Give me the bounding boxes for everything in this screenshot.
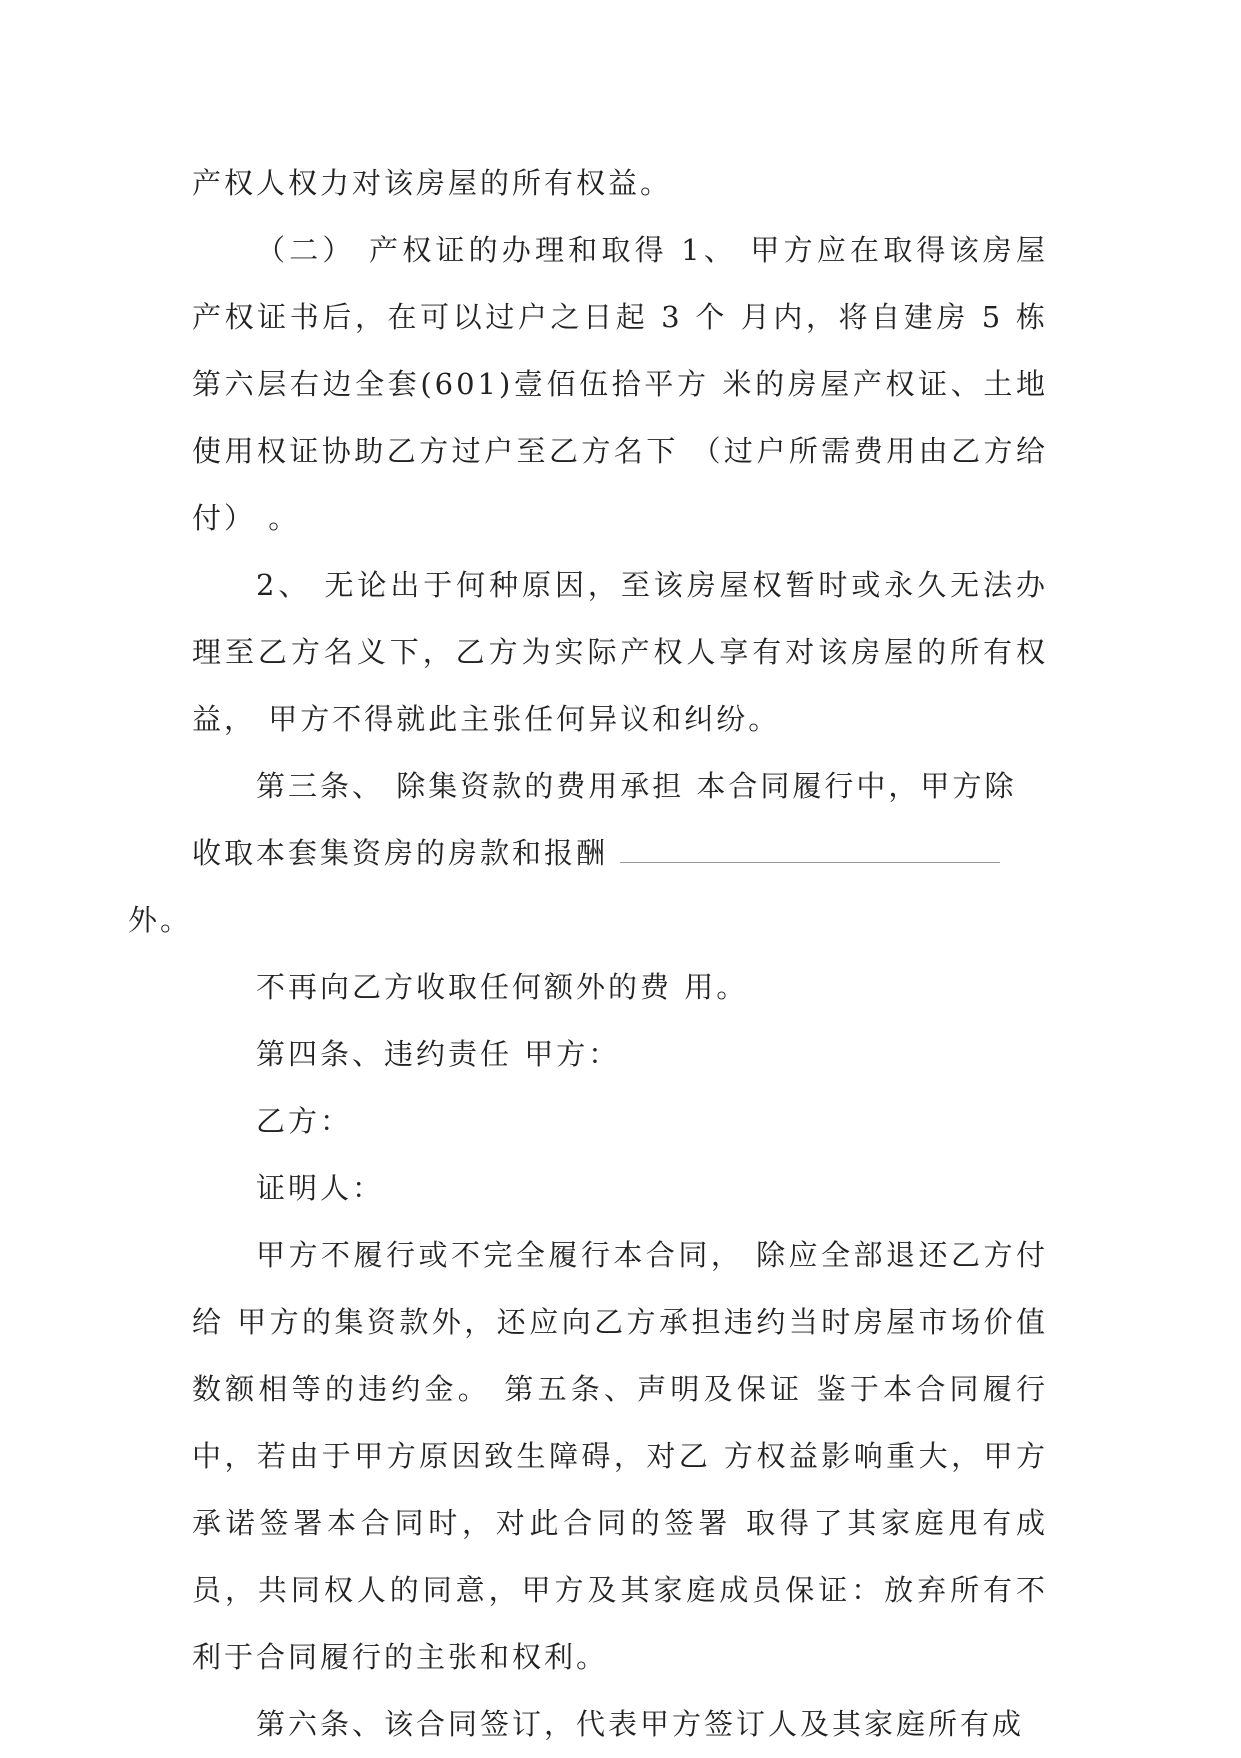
paragraph-5: 不再向乙方收取任何额外的费 用。: [256, 970, 749, 1004]
document-page: [128, 150, 1048, 1758]
paragraph-4: [128, 753, 1048, 954]
paragraph-9: 甲方不履行或不完全履行本合同， 除应全部退还乙方付给 甲方的集资款外，还应向乙方承担违约当时房屋市场价值数额相等的违约金。 第五条、声明及保证 鉴于本合同履行中，若由于甲方原因致生障碍，对乙 方权益影响重大，甲方承诺签署本合同时，对此合同的签署 取得了其家庭甩有成员，共同权人的同意，甲方及其家庭成员保证：放弃所有不利于合同履行的主张和权利。: [192, 1238, 1048, 1674]
paragraph-7: 乙方：: [256, 1104, 353, 1138]
paragraph-4-text: 第三条、 除集资款的费用承担 本合同履行中，甲方除收取本套集资房的房款和报酬: [192, 769, 1017, 870]
paragraph-10: 第六条、该合同签订，代表甲方签订人及其家庭所有成: [256, 1707, 1025, 1741]
paragraph-8: 证明人：: [256, 1171, 385, 1205]
paragraph-2: （二） 产权证的办理和取得 1、 甲方应在取得该房屋产权证书后，在可以过户之日起 3 个 月内，将自建房 5 栋第六层右边全套(601)壹佰伍拾平方 米的房屋产权证、土地使用权证协助乙方过户至乙方名下 （过户所需费用由乙方给付） 。: [192, 233, 1048, 535]
fill-in-blank-line: [620, 822, 1000, 863]
paragraph-6: 第四条、违约责任 甲方：: [256, 1037, 621, 1071]
paragraph-3: 2、 无论出于何种原因，至该房屋权暂时或永久无法办理至乙方名义下，乙方为实际产权人享有对该房屋的所有权益， 甲方不得就此主张任何异议和纠纷。: [192, 568, 1048, 736]
paragraph-4-suffix: 外。: [128, 903, 193, 937]
paragraph-1: 产权人权力对该房屋的所有权益。: [192, 166, 673, 200]
